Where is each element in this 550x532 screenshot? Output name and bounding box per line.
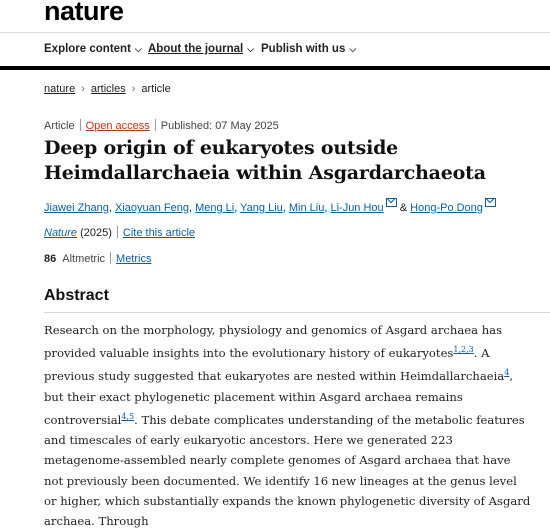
abstract-text: Research on the morphology, physiology and genomics of Asgard archaea has provided valuable insights into the evolutionary history of eukaryotes$^{1,2,3}$. A previous study suggested that eukaryotes are nested within Heimdallarchaeia$^4$, but their exact phylogenetic placement within Asgard archaea remains controversial$^{4,5}$. This debate complicates understanding of the metabolic features and timescales of early eukaryotic ancestors. Here we generated 223 metagenome-assembled nearly complete genomes of Asgard archaea that have not previously been documented. We identify 16 new lineages at the genus level or higher, which substantially expands the known phylogenetic diversity of Asgard archaea. Through [44,323,531,529]
article-type: Article [44,120,75,132]
chevron-right-icon: › [131,83,136,95]
breadcrumb-nature[interactable]: nature [44,83,76,95]
chevron-right-icon: › [81,83,85,95]
author-list: Jiawei Zhang, Xiaoyuan Feng, Meng Li, Yang Liu, Min Liu, Li-Jun Hou & Hong-Po Dong [44,198,544,214]
altmetric-label: Altmetric [62,253,106,265]
email-icon[interactable] [485,198,496,207]
author-link[interactable]: Min Liu [288,202,325,214]
divider [44,312,550,313]
nature-logo[interactable]: nature [44,0,124,26]
breadcrumb [44,83,171,95]
author-link[interactable]: Li-Jun Hou [330,202,384,214]
chevron-down-icon: ⌵ [134,44,142,54]
nav-about-journal[interactable]: About the journal ⌵ [148,43,255,55]
author-link[interactable]: Hong-Po Dong [410,202,483,214]
article-title: Deep origin of eukaryotes outside Heimdallarchaeia within Asgardarchaeota [44,137,486,184]
author-link[interactable]: Xiaoyuan Feng [114,202,189,214]
author-link[interactable]: Yang Liu [240,202,283,214]
citation-line [44,226,195,239]
breadcrumb-current: article [141,83,171,95]
metrics-line [44,252,151,265]
author-link[interactable]: Meng Li [195,202,235,214]
published-date: Published: 07 May 2025 [160,120,279,132]
article-meta [44,119,279,132]
altmetric-count: 86 [44,253,57,265]
main-nav [0,32,550,67]
chevron-down-icon: ⌵ [247,44,255,54]
reference-link[interactable]: 1,2,3 [453,345,474,355]
chevron-down-icon: ⌵ [349,44,357,54]
cite-this-article-link[interactable]: Cite this article [122,227,196,239]
nav-explore-content[interactable]: Explore content ⌵ [44,43,142,55]
header-rule [0,66,550,70]
nav-publish-with-us[interactable]: Publish with us ⌵ [261,43,357,55]
open-access-link[interactable]: Open access [85,120,150,132]
author-link[interactable]: Jiawei Zhang [44,202,109,214]
email-icon[interactable] [386,198,397,207]
breadcrumb-articles[interactable]: articles [90,83,126,95]
author-joiner: & [399,202,408,214]
citation-year: (2025) [80,227,112,239]
reference-link[interactable]: 4,5 [121,411,135,421]
reference-link[interactable]: 4 [504,368,510,378]
journal-link[interactable]: Nature [44,227,78,239]
abstract-heading: Abstract [44,287,109,304]
header [0,0,550,32]
metrics-link[interactable]: Metrics [116,253,152,265]
